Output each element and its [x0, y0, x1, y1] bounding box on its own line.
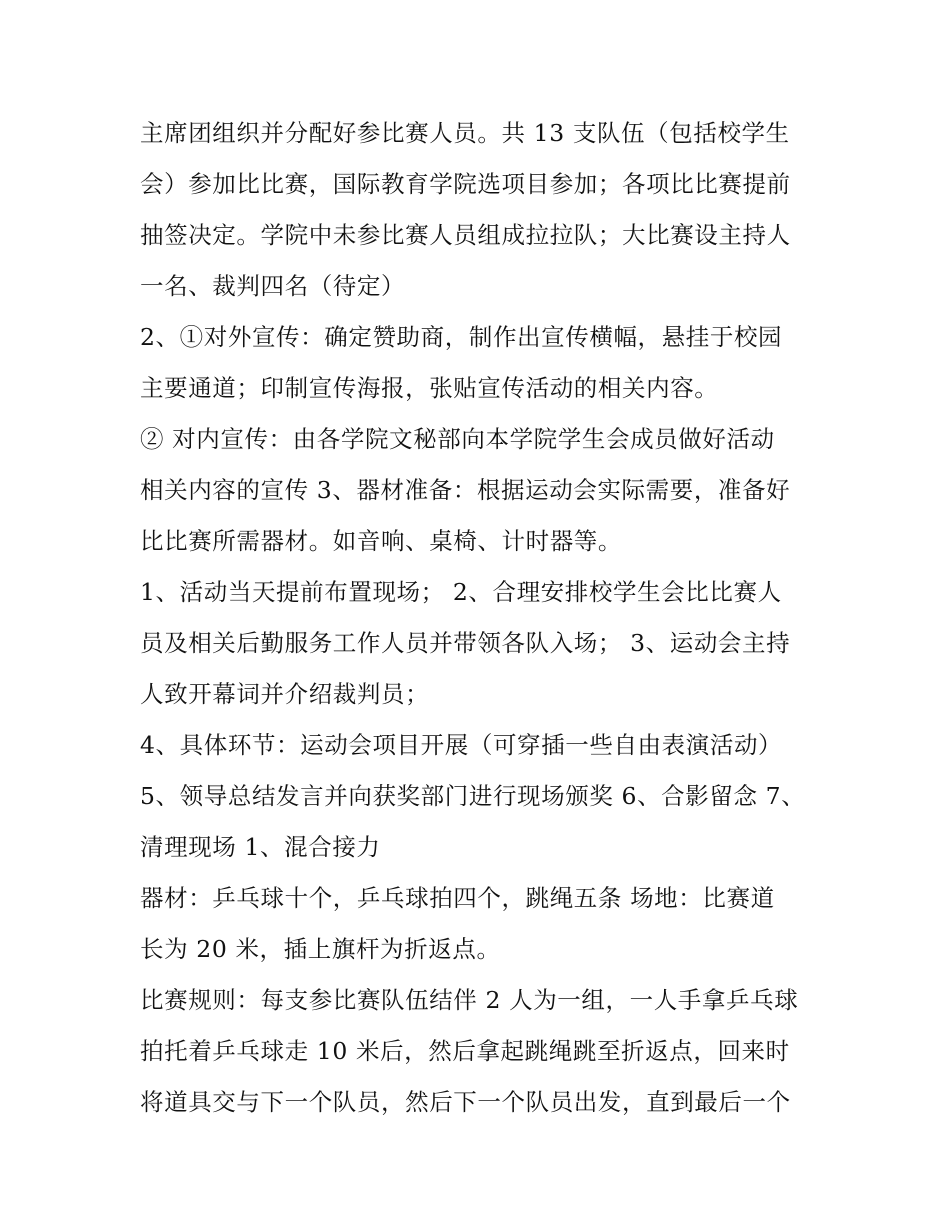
text-line-12: 人致开幕词并介绍裁判员； [140, 680, 430, 708]
text-line-6: 主要通道；印制宣传海报，张贴宣传活动的相关内容。 [140, 374, 719, 402]
text-line-17: 长为 20 米，插上旗杆为折返点。 [140, 935, 501, 963]
text-line-20: 将道具交与下一个队员，然后下一个队员出发，直到最后一个 [140, 1088, 791, 1116]
text-line-10: 1、活动当天提前布置现场； 2、合理安排校学生会比比赛人 [140, 578, 782, 606]
text-line-5: 2、①对外宣传：确定赞助商，制作出宣传横幅，悬挂于校园 [140, 323, 783, 351]
text-line-19: 拍托着乒乓球走 10 米后，然后拿起跳绳跳至折返点，回来时 [140, 1037, 790, 1065]
text-line-11: 员及相关后勤服务工作人员并带领各队入场； 3、运动会主持 [140, 629, 791, 657]
text-line-1: 主席团组织并分配好参比赛人员。共 13 支队伍（包括校学生 [140, 119, 790, 147]
text-line-9: 比比赛所需器材。如音响、桌椅、计时器等。 [140, 527, 622, 555]
text-line-16: 器材：乒乓球十个，乒乓球拍四个，跳绳五条 场地：比赛道 [140, 884, 775, 912]
text-line-2: 会）参加比比赛，国际教育学院选项目参加；各项比比赛提前 [140, 170, 791, 198]
text-line-15: 清理现场 1、混合接力 [140, 833, 381, 861]
text-line-4: 一名、裁判四名（待定） [140, 272, 406, 300]
text-line-18: 比赛规则：每支参比赛队伍结伴 2 人为一组，一人手拿乒乓球 [140, 986, 799, 1014]
body-text [140, 108, 820, 1128]
text-line-13: 4、具体环节：运动会项目开展（可穿插一些自由表演活动） [140, 731, 783, 759]
text-line-3: 抽签决定。学院中未参比赛人员组成拉拉队；大比赛设主持人 [140, 221, 791, 249]
text-line-14: 5、领导总结发言并向获奖部门进行现场颁奖 6、合影留念 7、 [140, 782, 806, 810]
text-line-7: ② 对内宣传：由各学院文秘部向本学院学生会成员做好活动 [140, 425, 775, 453]
text-line-8: 相关内容的宣传 3、器材准备：根据运动会实际需要，准备好 [140, 476, 791, 504]
